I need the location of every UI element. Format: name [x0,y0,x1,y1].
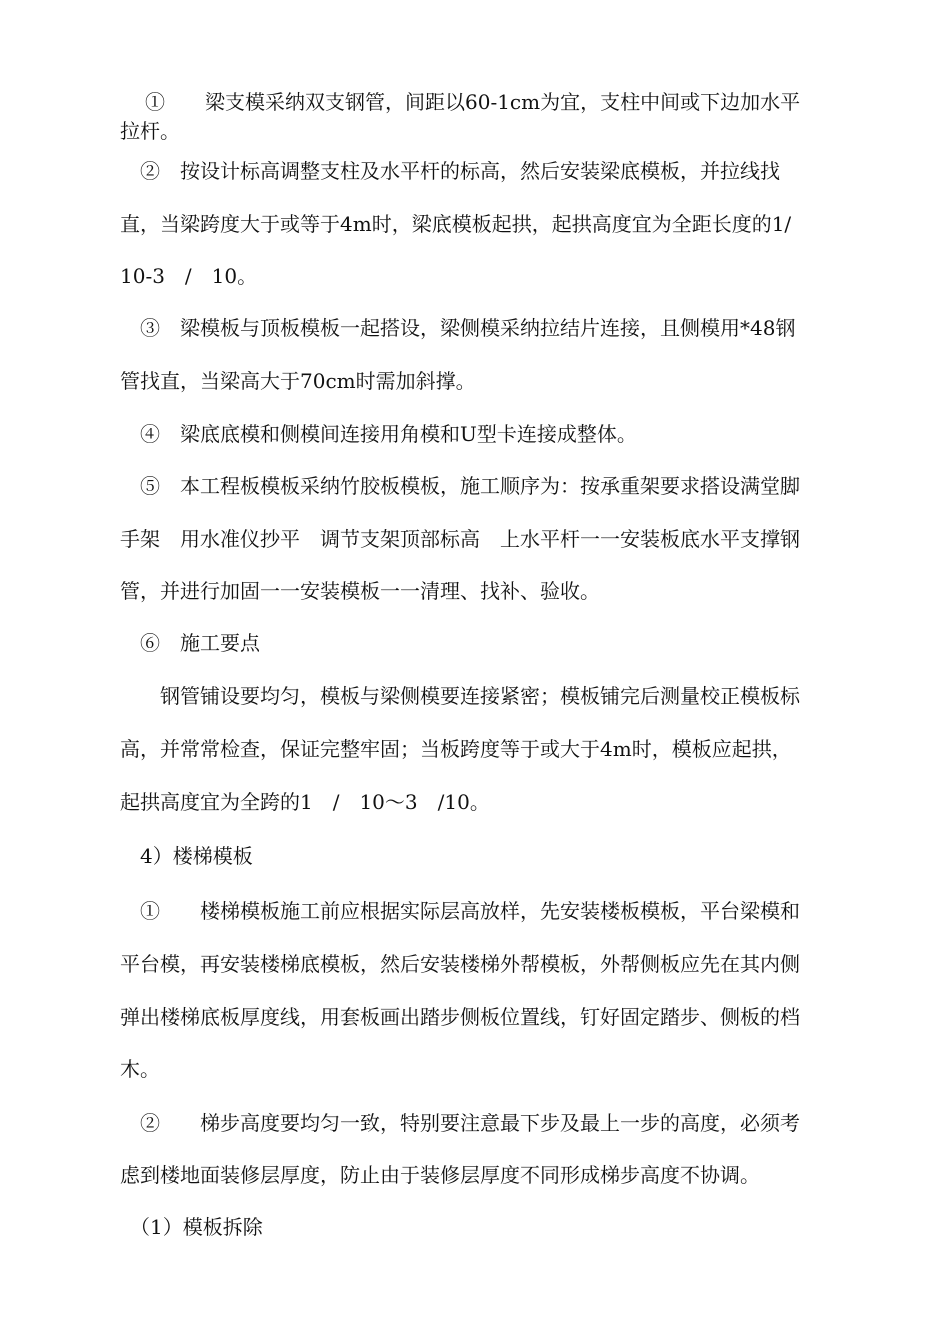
paragraph-line-8: ④ 梁底底模和侧模间连接用角模和U型卡连接成整体。 [120,422,637,446]
paragraph-line-22: 虑到楼地面装修层厚度，防止由于装修层厚度不同形成梯步高度不协调。 [120,1163,760,1187]
paragraph-line-11: 管，并进行加固一一安装模板一一清理、找补、验收。 [120,579,600,603]
paragraph-line-7: 管找直，当梁高大于70cm时需加斜撑。 [120,369,476,393]
paragraph-line-4: 直，当梁跨度大于或等于4m时，梁底模板起拱，起拱高度宜为全距长度的1/ [120,212,792,236]
paragraph-line-20: 木。 [120,1057,160,1081]
paragraph-line-13: 钢管铺设要均匀，模板与梁侧模要连接紧密；模板铺完后测量校正模板标 [120,684,800,708]
paragraph-line-19: 弹出楼梯底板厚度线，用套板画出踏步侧板位置线，钉好固定踏步、侧板的档 [120,1005,800,1029]
paragraph-line-18: 平台模，再安装楼梯底模板，然后安装楼梯外帮模板，外帮侧板应先在其内侧 [120,952,800,976]
paragraph-line-3: ② 按设计标高调整支柱及水平杆的标高，然后安装梁底模板，并拉线找 [120,159,780,183]
paragraph-line-10: 手架 用水准仪抄平 调节支架顶部标高 上水平杆一一安装板底水平支撑钢 [120,527,800,551]
paragraph-line-21: ② 梯步高度要均匀一致，特别要注意最下步及最上一步的高度，必须考 [120,1111,800,1135]
paragraph-line-15: 起拱高度宜为全跨的1 / 10〜3 /10。 [120,790,490,814]
paragraph-line-6: ③ 梁模板与顶板模板一起搭设，梁侧模采纳拉结片连接，且侧模用*48钢 [120,316,796,340]
paragraph-line-12: ⑥ 施工要点 [120,631,260,655]
paragraph-line-14: 高，并常常检查，保证完整牢固；当板跨度等于或大于4m时，模板应起拱， [120,737,792,761]
paragraph-line-17: ① 楼梯模板施工前应根据实际层高放样，先安装楼板模板，平台梁模和 [120,899,800,923]
paragraph-line-1: ① 梁支模采纳双支钢管，间距以60-1cm为宜，支柱中间或下边加水平 [145,90,801,114]
paragraph-line-2: 拉杆。 [120,119,180,143]
section-heading-stair-formwork: 4）楼梯模板 [120,844,253,868]
section-heading-formwork-removal: （1）模板拆除 [120,1215,263,1239]
paragraph-line-9: ⑤ 本工程板模板采纳竹胶板模板，施工顺序为：按承重架要求搭设满堂脚 [120,474,800,498]
paragraph-line-5: 10-3 / 10。 [120,264,258,288]
